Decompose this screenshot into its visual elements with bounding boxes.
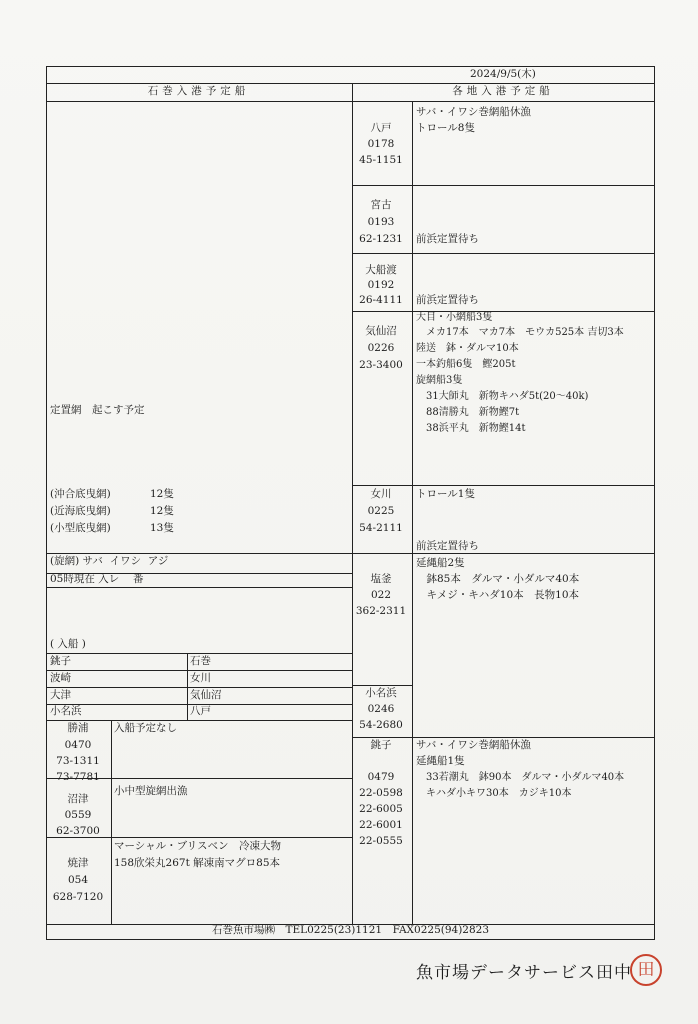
seal-stamp: 田 bbox=[630, 954, 662, 986]
yaizu-name: 焼津 bbox=[67, 857, 89, 869]
yaizu-info-2: 158欣栄丸267t 解凍南マグロ85本 bbox=[114, 857, 281, 869]
onahama-code: 0246 bbox=[367, 703, 395, 715]
kesennuma-info-4: 一本釣船6隻 鰹205t bbox=[416, 359, 516, 370]
kesennuma-info-6: 31大師丸 新物キハダ5t(20～40k) bbox=[416, 391, 589, 402]
shiogama-name: 塩釜 bbox=[370, 573, 392, 585]
numazu-info: 小中型旋網出漁 bbox=[114, 785, 188, 797]
kesennuma-code: 0226 bbox=[367, 342, 395, 354]
trawl-count-2: 12隻 bbox=[150, 505, 174, 517]
entry-to-3: 気仙沼 bbox=[190, 689, 222, 701]
shiogama-info-2: 鉢85本 ダルマ・小ダルマ40本 bbox=[416, 573, 580, 585]
shiogama-info-3: キメジ・キハダ10本 長物10本 bbox=[416, 589, 580, 601]
shiogama-code: 022 bbox=[370, 589, 392, 601]
choshi-name: 銚子 bbox=[370, 739, 392, 751]
yaizu-info-1: マーシャル・ブリスベン 冷凍大物 bbox=[114, 840, 281, 852]
kesennuma-info-3: 陸送 鉢・ダルマ10本 bbox=[416, 343, 519, 354]
entry-title: ( 入船 ) bbox=[50, 638, 86, 650]
numazu-name: 沼津 bbox=[67, 793, 89, 805]
choshi-info-4: キハダ小キワ30本 カジキ10本 bbox=[416, 788, 572, 799]
katsuura-tel2: 73-7781 bbox=[56, 771, 100, 783]
onagawa-name: 女川 bbox=[370, 488, 392, 500]
footer-contact: 石巻魚市場㈱ TEL0225(23)1121 FAX0225(94)2823 bbox=[211, 924, 490, 936]
shiogama-info-1: 延縄船2隻 bbox=[416, 557, 465, 569]
miyako-info: 前浜定置待ち bbox=[416, 233, 479, 245]
choshi-info-2: 延縄船1隻 bbox=[416, 755, 465, 767]
miyako-name: 宮古 bbox=[370, 199, 392, 211]
kesennuma-tel: 23-3400 bbox=[359, 359, 403, 371]
katsuura-info: 入船予定なし bbox=[114, 722, 177, 734]
regional-header: 各地入港予定船 bbox=[452, 85, 554, 97]
miyako-tel: 62-1231 bbox=[359, 233, 403, 245]
onagawa-tel: 54-2111 bbox=[359, 522, 403, 534]
ofunato-code: 0192 bbox=[367, 279, 395, 291]
choshi-tel-3: 22-6001 bbox=[359, 819, 403, 831]
makiami-species: (旋網) サバ イワシ アジ bbox=[50, 555, 169, 567]
trawl-label-2: (近海底曳網) bbox=[50, 505, 111, 517]
yaizu-tel: 628-7120 bbox=[52, 891, 104, 903]
entry-from-3: 大津 bbox=[50, 689, 71, 701]
hachinohe-info-2: トロール8隻 bbox=[416, 122, 475, 134]
choshi-tel-4: 22-0555 bbox=[359, 835, 403, 847]
choshi-tel-2: 22-6005 bbox=[359, 803, 403, 815]
kesennuma-name: 気仙沼 bbox=[365, 325, 397, 337]
choshi-info-3: 33若潮丸 鉢90本 ダルマ・小ダルマ40本 bbox=[416, 772, 625, 783]
hachinohe-info-1: サバ・イワシ巻網船休漁 bbox=[416, 106, 531, 118]
signature: 魚市場データサービス田中 bbox=[416, 963, 632, 983]
trawl-count-3: 13隻 bbox=[150, 522, 174, 534]
choshi-info-1: サバ・イワシ巻網船休漁 bbox=[416, 739, 531, 751]
trawl-count-1: 12隻 bbox=[150, 488, 174, 500]
entry-to-4: 八戸 bbox=[190, 705, 211, 717]
kesennuma-info-7: 88清勝丸 新物鰹7t bbox=[416, 407, 520, 418]
yaizu-code: 054 bbox=[67, 874, 89, 886]
onagawa-info-2: 前浜定置待ち bbox=[416, 540, 479, 552]
onagawa-info-1: トロール1隻 bbox=[416, 488, 475, 500]
ofunato-info: 前浜定置待ち bbox=[416, 294, 479, 306]
teichi-plan: 定置網 起こす予定 bbox=[50, 404, 145, 416]
hachinohe-code: 0178 bbox=[367, 138, 395, 150]
hachinohe-tel: 45-1151 bbox=[359, 154, 403, 166]
onahama-tel: 54-2680 bbox=[359, 719, 403, 731]
entry-from-2: 波崎 bbox=[50, 672, 71, 684]
entry-to-2: 女川 bbox=[190, 672, 211, 684]
entry-from-1: 銚子 bbox=[50, 655, 71, 667]
entry-to-1: 石巻 bbox=[190, 655, 211, 667]
onagawa-code: 0225 bbox=[367, 505, 395, 517]
ofunato-name: 大船渡 bbox=[365, 264, 397, 276]
ofunato-tel: 26-4111 bbox=[359, 294, 403, 306]
choshi-tel-1: 22-0598 bbox=[359, 787, 403, 799]
kesennuma-info-5: 旋網船3隻 bbox=[416, 375, 463, 386]
katsuura-tel1: 73-1311 bbox=[56, 755, 100, 767]
shiogama-tel: 362-2311 bbox=[355, 605, 407, 617]
numazu-code: 0559 bbox=[64, 809, 92, 821]
kesennuma-info-8: 38浜平丸 新物鰹14t bbox=[416, 423, 526, 434]
onahama-name: 小名浜 bbox=[365, 687, 397, 699]
hachinohe-name: 八戸 bbox=[370, 122, 392, 134]
numazu-tel: 62-3700 bbox=[56, 825, 100, 837]
trawl-label-1: (沖合底曳網) bbox=[50, 488, 111, 500]
trawl-label-3: (小型底曳網) bbox=[50, 522, 111, 534]
date-label: 2024/9/5(木) bbox=[470, 68, 536, 80]
katsuura-code: 0470 bbox=[64, 739, 92, 751]
ishinomaki-header: 石巻入港予定船 bbox=[147, 85, 250, 97]
entry-from-4: 小名浜 bbox=[50, 705, 82, 717]
entry-status: 05時現在 入レ 番 bbox=[50, 573, 144, 585]
kesennuma-info-1: 大目・小網船3隻 bbox=[416, 312, 493, 323]
miyako-code: 0193 bbox=[367, 216, 395, 228]
choshi-code: 0479 bbox=[367, 771, 395, 783]
katsuura-name: 勝浦 bbox=[67, 722, 89, 734]
kesennuma-info-2: メカ17本 マカ7本 モウカ525本 吉切3本 bbox=[416, 327, 624, 338]
